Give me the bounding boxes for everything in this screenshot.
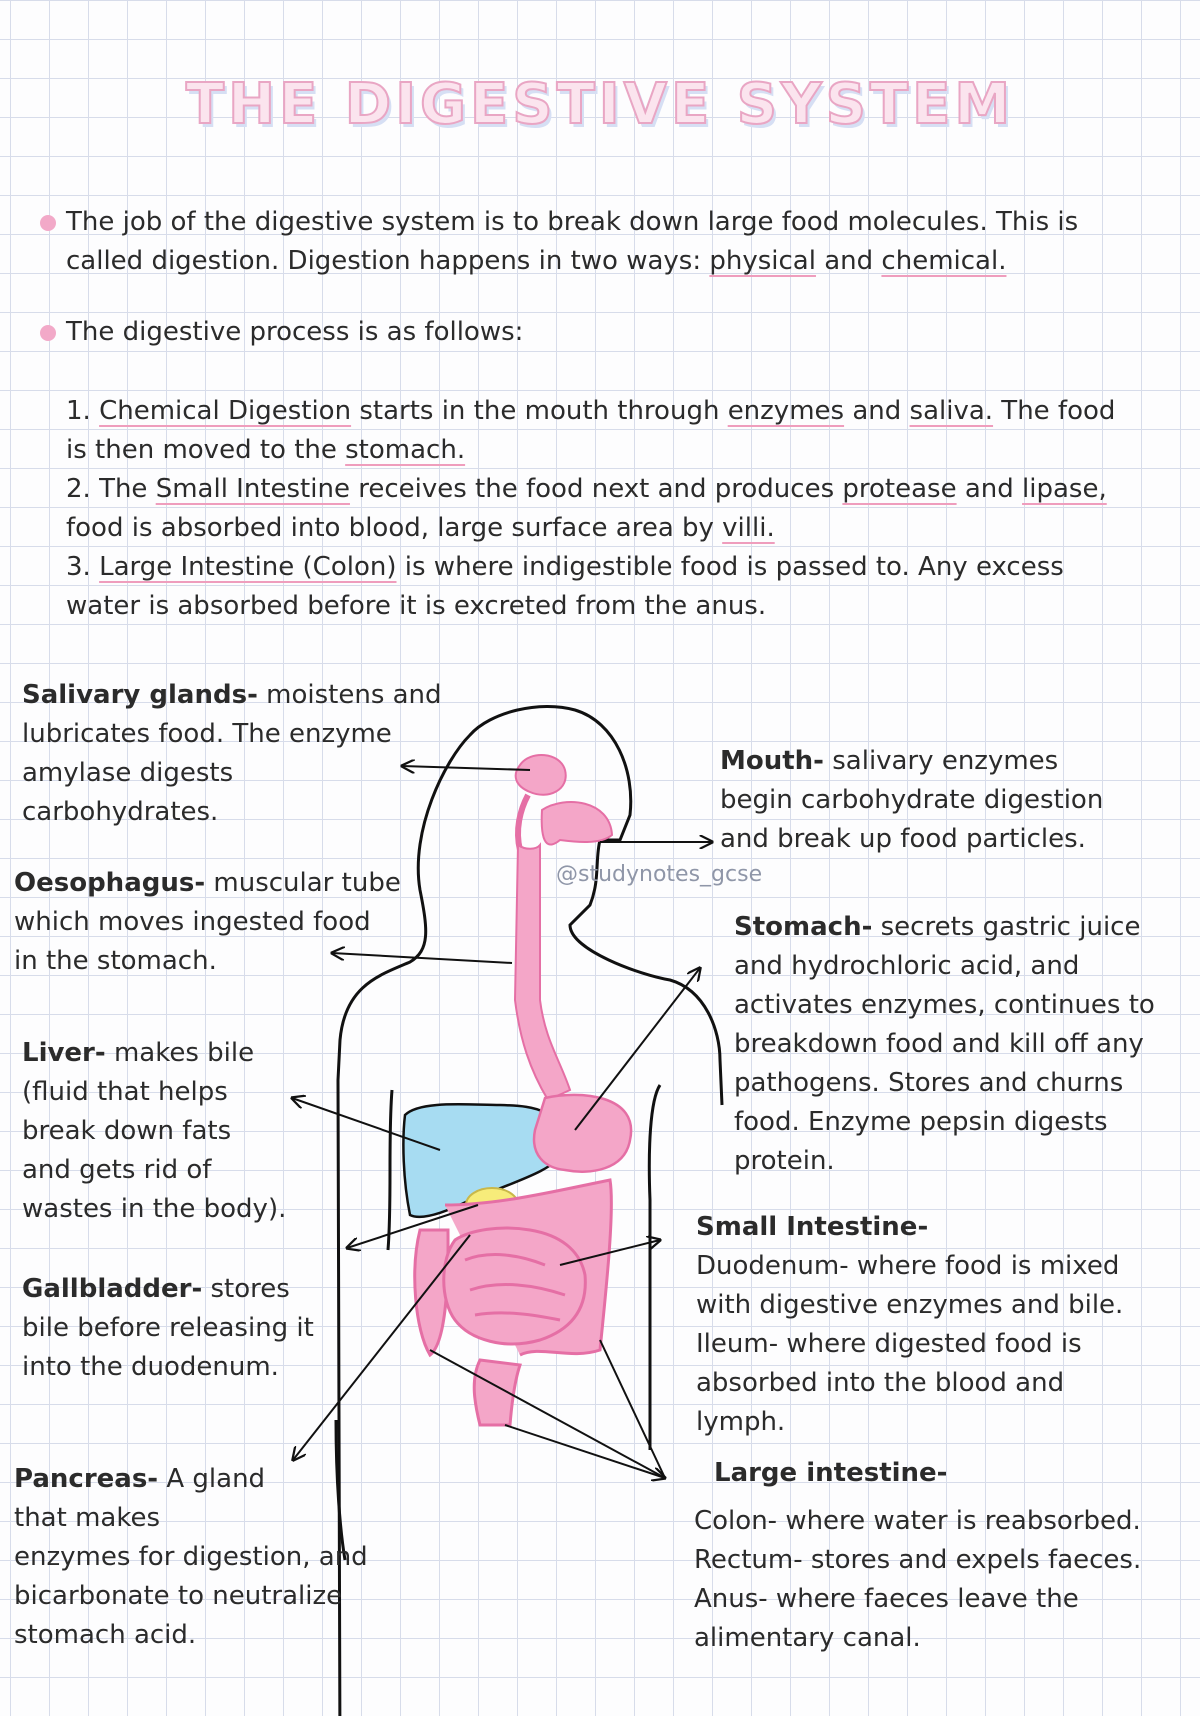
stomach bbox=[534, 1095, 631, 1172]
intro-line-2: called digestion. Digestion happens in two ways: physical and chemical. bbox=[66, 246, 1007, 276]
rectum bbox=[474, 1360, 520, 1425]
step-2-line-2: food is absorbed into blood, large surface area by villi. bbox=[66, 513, 775, 543]
label-stomach: Stomach- secrets gastric juice and hydrochloric acid, and activates enzymes, continues to breakdown food and kill off any pathogens. Stores and churns food. Enzyme pepsin digests protein. bbox=[734, 912, 1155, 1176]
step-1-line-2: is then moved to the stomach. bbox=[66, 435, 466, 465]
watermark: @studynotes_gcse bbox=[556, 862, 763, 887]
label-liver: Liver- makes bile (fluid that helps break down fats and gets rid of wastes in the body). bbox=[22, 1038, 287, 1224]
body-side-left bbox=[388, 1090, 392, 1250]
label-small-intestine: Small Intestine- Duodenum- where food is mixed with digestive enzymes and bile. Ileum- where digested food is absorbed into the blood and lymph. bbox=[696, 1212, 1124, 1437]
step-3-line-2: water is absorbed before it is excreted from the anus. bbox=[66, 591, 767, 621]
label-large-intestine: Colon- where water is reabsorbed. Rectum- stores and expels faeces. Anus- where faeces leave the alimentary canal. bbox=[694, 1506, 1142, 1653]
intro-line-1: The job of the digestive system is to break down large food molecules. This is bbox=[66, 207, 1079, 237]
label-salivary-glands: Salivary glands- moistens and lubricates food. The enzyme amylase digests carbohydrates. bbox=[22, 680, 442, 827]
label-large-intestine-heading: Large intestine- bbox=[714, 1458, 948, 1488]
pointer-large-intestine-a bbox=[505, 1425, 665, 1478]
pointer-stomach bbox=[575, 968, 700, 1130]
body-side-right bbox=[649, 1085, 660, 1450]
step-1-line-1: 1. Chemical Digestion starts in the mouth through enzymes and saliva. The food bbox=[66, 396, 1116, 426]
process-intro: The digestive process is as follows: bbox=[66, 317, 524, 347]
pointer-pancreas bbox=[293, 1235, 470, 1460]
page-title: THE DIGESTIVE SYSTEM bbox=[185, 72, 1015, 137]
step-3-line-1: 3. Large Intestine (Colon) is where indigestible food is passed to. Any excess bbox=[66, 552, 1064, 582]
pointer-large-intestine-b bbox=[600, 1340, 665, 1478]
mouth-cavity bbox=[542, 802, 612, 845]
step-2-line-1: 2. The Small Intestine receives the food next and produces protease and lipase, bbox=[66, 474, 1107, 504]
nasal-cavity bbox=[516, 755, 566, 795]
label-gallbladder: Gallbladder- stores bile before releasing it into the duodenum. bbox=[22, 1274, 314, 1382]
label-pancreas: Pancreas- A gland that makes enzymes for digestion, and bicarbonate to neutralize stomach acid. bbox=[14, 1464, 368, 1650]
label-mouth: Mouth- salivary enzymes begin carbohydrate digestion and break up food particles. bbox=[720, 746, 1104, 854]
body-outline-lower bbox=[621, 1060, 660, 1100]
label-oesophagus: Oesophagus- muscular tube which moves ingested food in the stomach. bbox=[14, 868, 401, 976]
pharynx bbox=[518, 795, 528, 850]
pointer-large-intestine-c bbox=[430, 1350, 665, 1478]
